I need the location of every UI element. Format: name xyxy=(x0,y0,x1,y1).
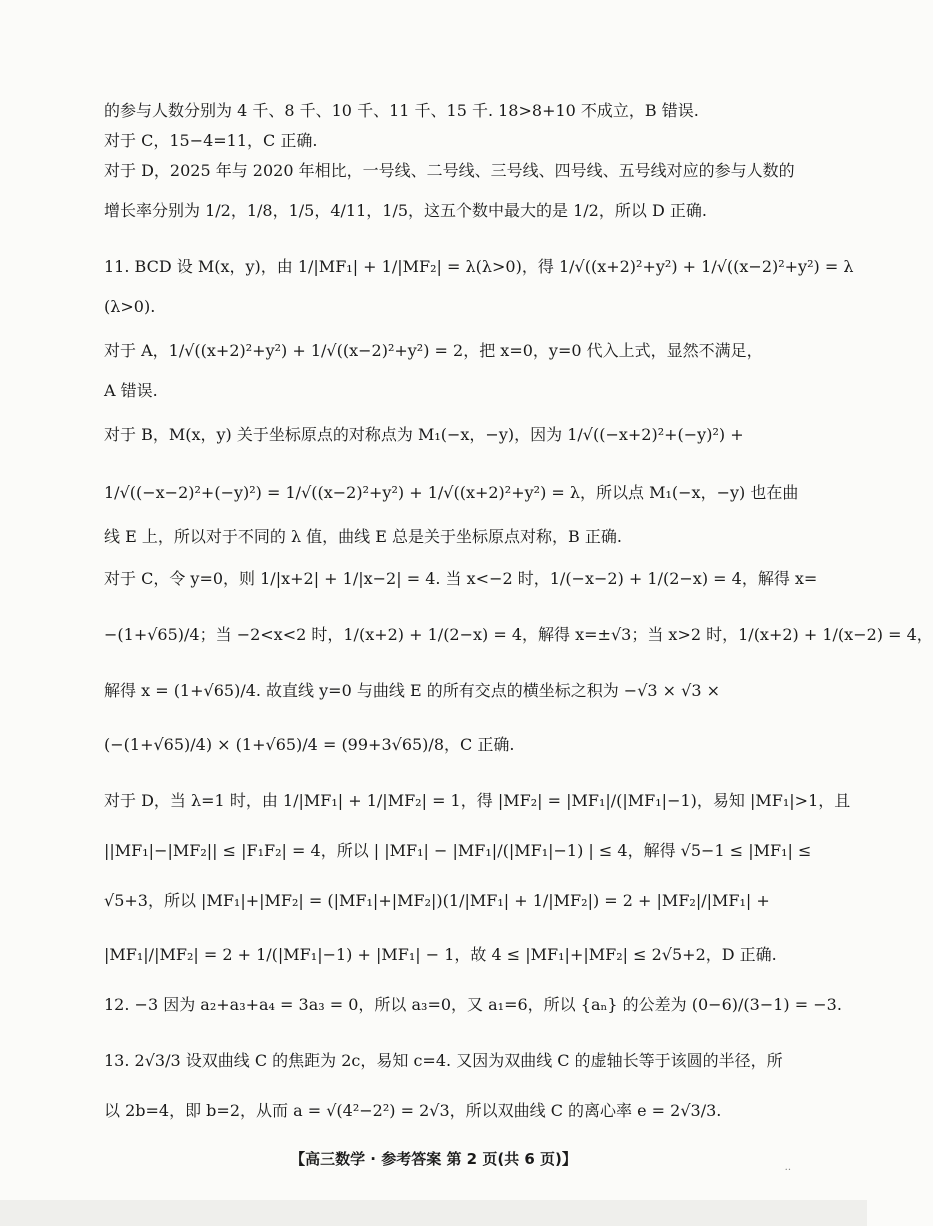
text-line-2: 对于 C，15−4=11，C 正确. xyxy=(104,131,318,150)
q11-b-line-1: 对于 B，M(x，y) 关于坐标原点的对称点为 M₁(−x，−y)，因为 1/√((−x+2)²+(−y)²) + xyxy=(104,425,744,444)
text-line-3: 对于 D，2025 年与 2020 年相比，一号线、二号线、三号线、四号线、五号线对应的参与人数的 xyxy=(104,161,795,180)
corner-mark: .. xyxy=(784,1162,791,1173)
q11-a-line-1: 对于 A，1/√((x+2)²+y²) + 1/√((x−2)²+y²) = 2，把 x=0，y=0 代入上式，显然不满足， xyxy=(104,341,763,360)
bottom-margin xyxy=(0,1200,867,1226)
q13-line-1: 13. 2√3/3 设双曲线 C 的焦距为 2c，易知 c=4. 又因为双曲线 C 的虚轴长等于该圆的半径，所 xyxy=(104,1051,783,1070)
q11-b-line-3: 线 E 上，所以对于不同的 λ 值，曲线 E 总是关于坐标原点对称，B 正确. xyxy=(104,527,622,546)
q11-c-line-3: 解得 x = (1+√65)/4. 故直线 y=0 与曲线 E 的所有交点的横坐标之积为 −√3 × √3 × xyxy=(104,681,721,700)
text-line-4: 增长率分别为 1/2，1/8，1/5，4/11，1/5，这五个数中最大的是 1/2，所以 D 正确. xyxy=(104,201,707,220)
q12-line: 12. −3 因为 a₂+a₃+a₄ = 3a₃ = 0，所以 a₃=0，又 a₁=6，所以 {aₙ} 的公差为 (0−6)/(3−1) = −3. xyxy=(104,995,842,1014)
q11-c-line-2: −(1+√65)/4；当 −2<x<2 时，1/(x+2) + 1/(2−x) = 4，解得 x=±√3；当 x>2 时，1/(x+2) + 1/(x−2) = 4， xyxy=(104,625,933,644)
q11-line-1: 11. BCD 设 M(x，y)，由 1/|MF₁| + 1/|MF₂| = λ(λ>0)，得 1/√((x+2)²+y²) + 1/√((x−2)²+y²) = λ xyxy=(104,257,854,276)
q11-c-line-1: 对于 C，令 y=0，则 1/|x+2| + 1/|x−2| = 4. 当 x<−2 时，1/(−x−2) + 1/(2−x) = 4，解得 x= xyxy=(104,569,818,588)
q11-d-line-4: |MF₁|/|MF₂| = 2 + 1/(|MF₁|−1) + |MF₁| − 1，故 4 ≤ |MF₁|+|MF₂| ≤ 2√5+2，D 正确. xyxy=(104,945,777,964)
q11-a-line-2: A 错误. xyxy=(104,381,158,400)
q11-c-line-4: (−(1+√65)/4) × (1+√65)/4 = (99+3√65)/8，C 正确. xyxy=(104,735,515,754)
q11-d-line-3: √5+3，所以 |MF₁|+|MF₂| = (|MF₁|+|MF₂|)(1/|MF₁| + 1/|MF₂|) = 2 + |MF₂|/|MF₁| + xyxy=(104,891,770,910)
page-footer: 【高三数学 · 参考答案 第 2 页(共 6 页)】 xyxy=(290,1150,577,1168)
text-line-1: 的参与人数分别为 4 千、8 千、10 千、11 千、15 千. 18>8+10 不成立，B 错误. xyxy=(104,101,699,120)
q13-line-2: 以 2b=4，即 b=2，从而 a = √(4²−2²) = 2√3，所以双曲线 C 的离心率 e = 2√3/3. xyxy=(104,1101,722,1120)
q11-b-line-2: 1/√((−x−2)²+(−y)²) = 1/√((x−2)²+y²) + 1/√((x+2)²+y²) = λ，所以点 M₁(−x，−y) 也在曲 xyxy=(104,483,799,502)
q11-d-line-2: ||MF₁|−|MF₂|| ≤ |F₁F₂| = 4，所以 | |MF₁| − |MF₁|/(|MF₁|−1) | ≤ 4，解得 √5−1 ≤ |MF₁| ≤ xyxy=(104,841,812,860)
q11-d-line-1: 对于 D，当 λ=1 时，由 1/|MF₁| + 1/|MF₂| = 1，得 |MF₂| = |MF₁|/(|MF₁|−1)，易知 |MF₁|>1，且 xyxy=(104,791,851,810)
q11-line-2: (λ>0). xyxy=(104,297,156,316)
